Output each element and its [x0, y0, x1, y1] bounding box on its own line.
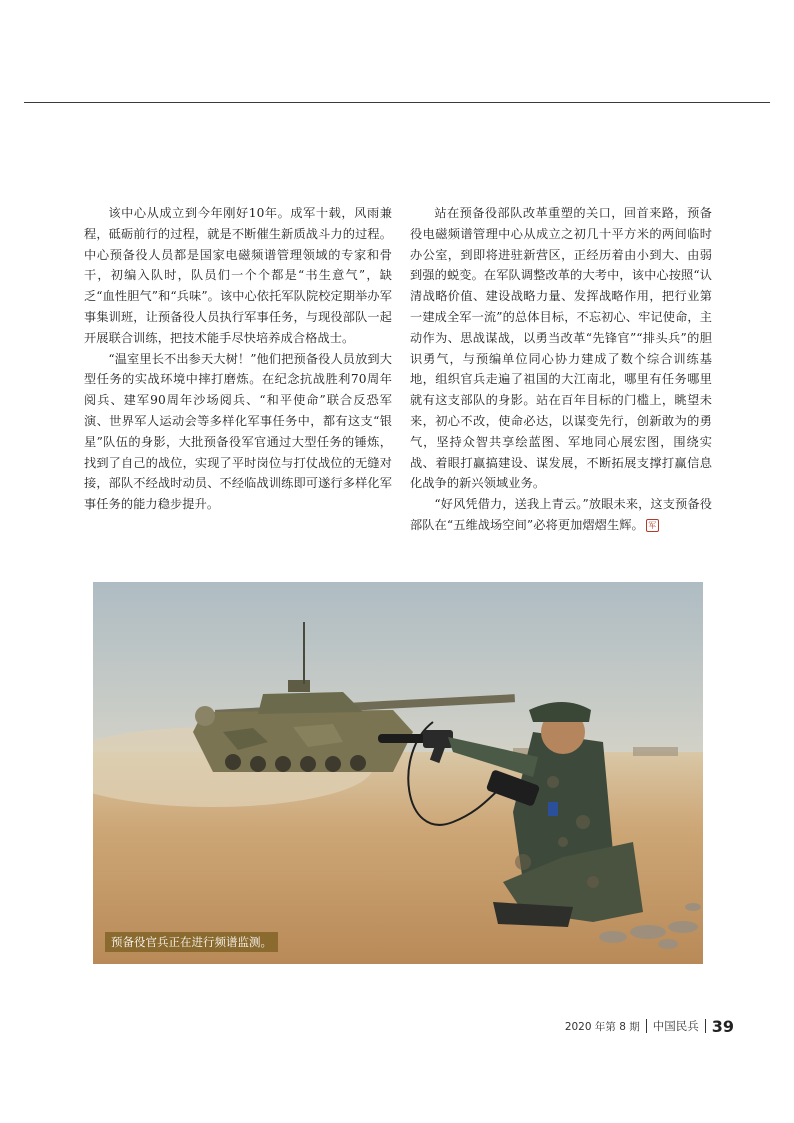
- closing-text: “好风凭借力，送我上青云。”放眼未来，这支预备役部队在“五维战场空间”必将更加熠熠生辉。: [410, 497, 712, 532]
- paragraph: “温室里长不出参天大树！”他们把预备役人员放到大型任务的实战环境中摔打磨炼。在纪念抗战胜利70周年阅兵、建军90周年沙场阅兵、“和平使命”联合反恐军演、世界军人运动会等多样化军事任务中，都有这支“银星”队伍的身影，大批预备役军官通过大型任务的锤炼，找到了自己的战位，实现了平时岗位与打仗战位的无缝对接，部队不经战时动员、不经临战训练即可遂行多样化军事任务的能力稳步提升。: [84, 351, 392, 512]
- page-footer: [565, 1016, 734, 1036]
- footer-divider: [646, 1019, 647, 1033]
- header-rule: [24, 102, 770, 103]
- article-photo: [93, 582, 703, 964]
- paragraph: 站在预备役部队改革重塑的关口，回首来路，预备役电磁频谱管理中心从成立之初几十平方米的两间临时办公室，到即将进驻新营区，正经历着由小到大、由弱到强的蜕变。在军队调整改革的大考中，该中心按照“认清战略价值、建设战略力量、发挥战略作用，把行业第一建成全军一流”的总体目标，不忘初心、牢记使命，主动作为、思战谋战，以勇当改革“先锋官”“排头兵”的胆识勇气，与预编单位同心协力建成了数个综合训练基地，组织官兵走遍了祖国的大江南北，哪里有任务哪里就有这支部队的身影。站在百年目标的门槛上，眺望未来，初心不改，使命必达，以谋变先行，创新敢为的勇气，坚持众智共享绘蓝图、军地同心展宏图，围绕实战、着眼打赢搞建设、谋发展，不断拓展支撑打赢信息化战争的新兴领域业务。: [410, 206, 712, 491]
- photo-caption: 预备役官兵正在进行频谱监测。: [105, 932, 278, 952]
- article-column-right: [410, 203, 712, 536]
- page-number: 39: [711, 1016, 734, 1036]
- photo-illustration: [93, 582, 703, 964]
- issue-label: 2020 年第 8 期: [564, 1020, 640, 1033]
- article-column-left: [84, 203, 392, 515]
- magazine-name: 中国民兵: [652, 1019, 699, 1033]
- paragraph: [410, 494, 712, 536]
- paragraph: 该中心从成立到今年刚好10年。成军十载，风雨兼程，砥砺前行的过程，就是不断催生新质战斗力的过程。中心预备役人员都是国家电磁频谱管理领域的专家和骨干，初编入队时，队员们一个个都是“书生意气”，缺乏“血性胆气”和“兵味”。该中心依托军队院校定期举办军事集训班，让预备役人员执行军事任务，与现役部队一起开展联合训练，把技术能手尽快培养成合格战士。: [84, 206, 392, 345]
- article-end-mark-icon: 军: [646, 519, 659, 532]
- footer-divider: [705, 1019, 706, 1033]
